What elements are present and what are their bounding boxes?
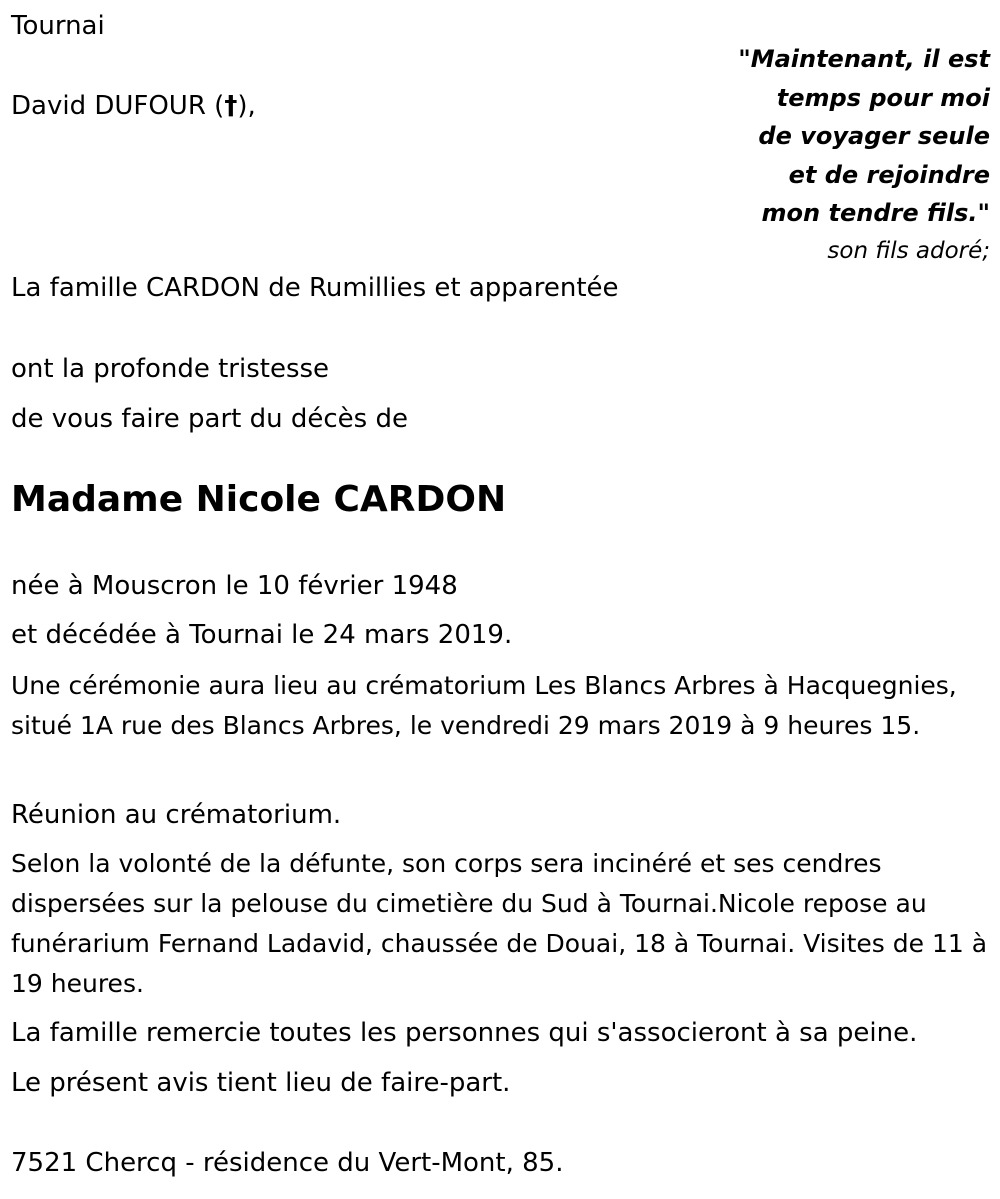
- wishes-paragraph: Selon la volonté de la défunte, son corps sera incinéré et ses cendres dispersées sur la pelouse du cimetière du Sud à Tournai.Nicole repose au funérarium Fernand Ladavid, chaussée de Douai, 18 à Tournai. Visites de 11 à 19 heures.: [11, 849, 988, 998]
- meeting-line: Réunion au crématorium.: [11, 800, 342, 830]
- sadness-line: ont la profonde tristesse: [11, 354, 330, 384]
- family-line: La famille CARDON de Rumillies et apparentée: [11, 273, 619, 303]
- deceased-name: Madame Nicole CARDON: [11, 479, 507, 520]
- notice-line: de vous faire part du décès de: [11, 404, 408, 434]
- address-line: 7521 Chercq - résidence du Vert-Mont, 85.: [11, 1148, 564, 1178]
- birth-line: née à Mouscron le 10 février 1948: [11, 571, 458, 601]
- notice-note-line: Le présent avis tient lieu de faire-part.: [11, 1068, 511, 1098]
- quote-attribution: son fils adoré;: [827, 237, 990, 264]
- predeceased-line: [11, 86, 256, 126]
- predeceased-suffix: ),: [237, 91, 256, 121]
- quote-line: "Maintenant, il est: [738, 45, 990, 73]
- quote-line: temps pour moi: [776, 83, 990, 112]
- cross-symbol: †: [224, 91, 238, 121]
- epigraph-quote: [738, 40, 990, 269]
- ceremony-paragraph: Une cérémonie aura lieu au crématorium Les Blancs Arbres à Hacquegnies, situé 1A rue des Blancs Arbres, le vendredi 29 mars 2019 à 9 heures 15.: [11, 671, 957, 740]
- predeceased-name: David DUFOUR (: [11, 91, 225, 121]
- quote-line: et de rejoindre: [788, 160, 990, 189]
- quote-line: de voyager seule: [758, 122, 990, 150]
- quote-line: mon tendre fils.": [761, 199, 990, 227]
- thanks-line: La famille remercie toutes les personnes qui s'associeront à sa peine.: [11, 1018, 918, 1048]
- death-line: et décédée à Tournai le 24 mars 2019.: [11, 620, 513, 650]
- city-line: Tournai: [11, 11, 105, 41]
